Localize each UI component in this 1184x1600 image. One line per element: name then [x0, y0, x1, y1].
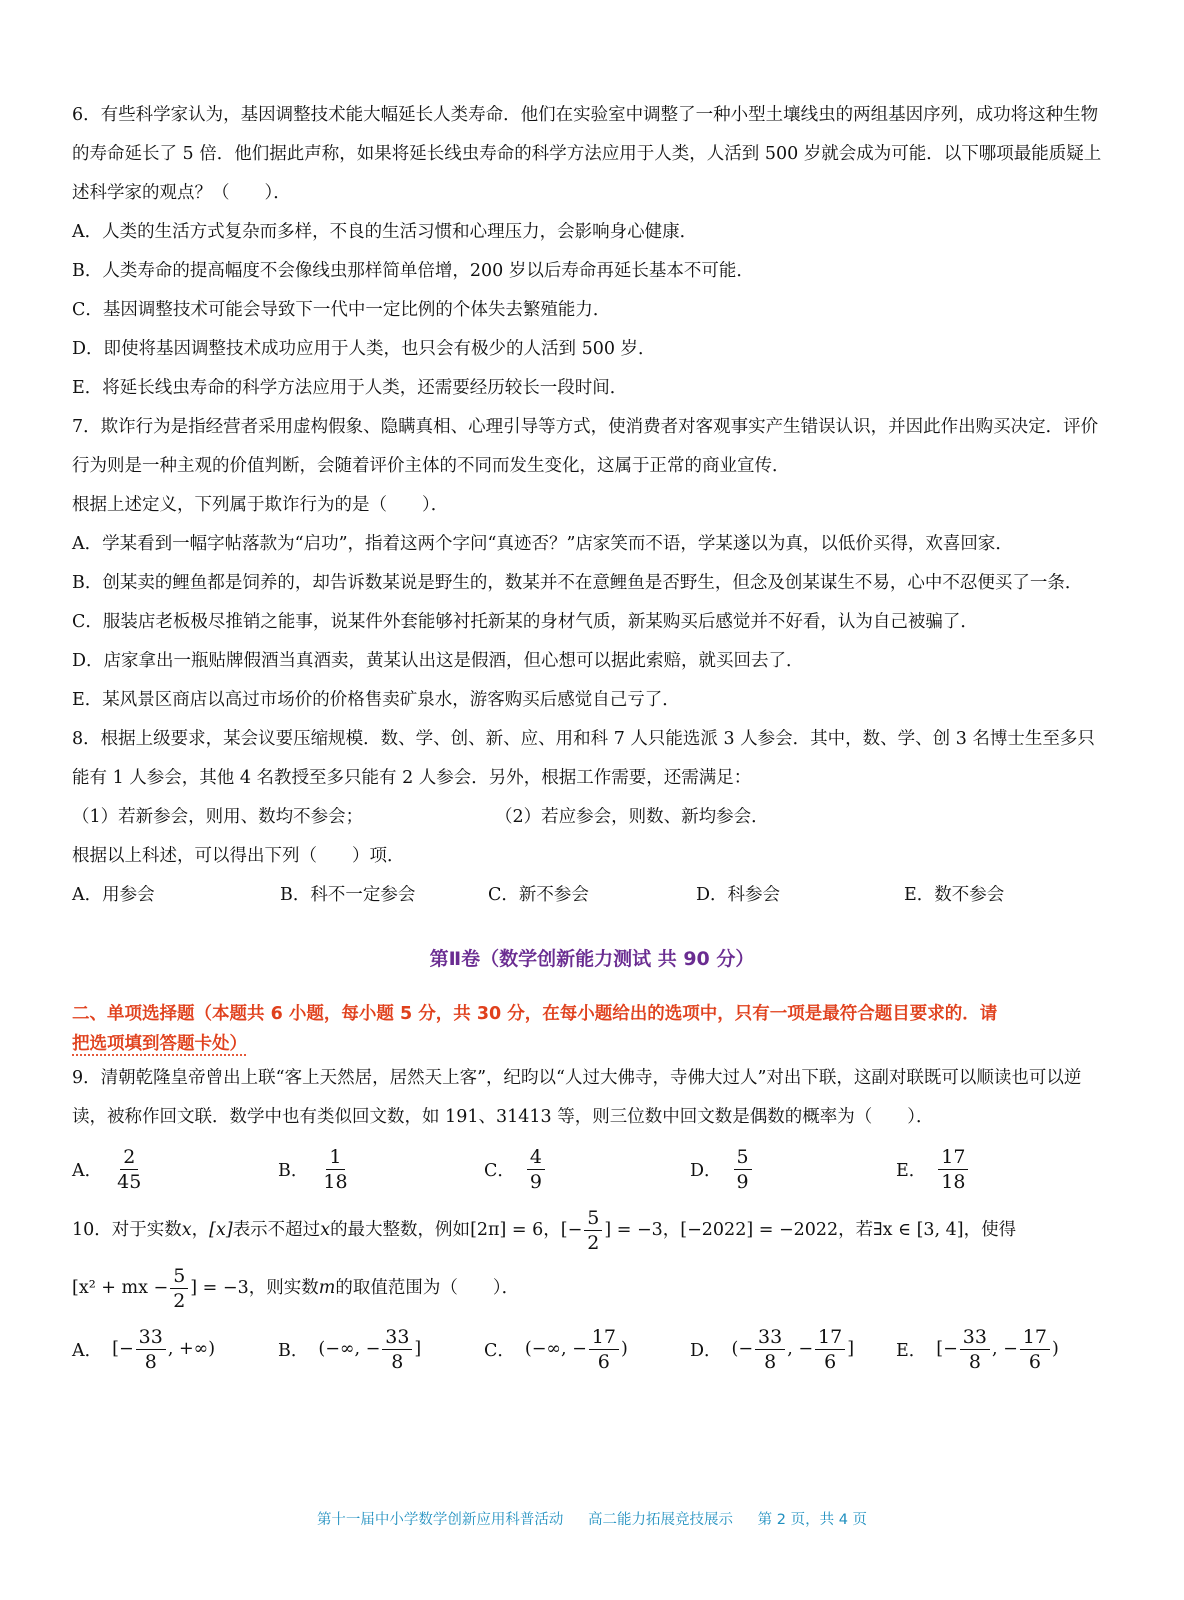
question-7-option-c: C．服装店老板极尽推销之能事，说某件外套能够衬托新某的身材气质，新某购买后感觉并不好看，认为自己被骗了． [72, 612, 978, 632]
interval-separator: , − [991, 1339, 1018, 1359]
question-6-option-e: E．将延长线虫寿命的科学方法应用于人类，还需要经历较长一段时间． [72, 378, 628, 398]
text: 表示不超过 [232, 1219, 321, 1240]
question-9-option-c [484, 1145, 690, 1194]
question-10 [72, 1201, 1112, 1381]
denominator: 8 [764, 1350, 777, 1373]
denominator: 8 [968, 1350, 981, 1373]
question-8-stem: 8．根据上级要求，某会议要压缩规模．数、学、创、新、应、用和科 7 人只能选派 3 人参会．其中，数、学、创 3 名博士生至多只能有 1 人参会，其他 4 名教授至多只能有 2 人参会．另外，根据工作需要，还需满足： [72, 729, 1095, 788]
numerator: 5 [170, 1264, 188, 1289]
question-6-option-d: D．即使将基因调整技术成功应用于人类，也只会有极少的人活到 500 岁． [72, 339, 656, 359]
interval-suffix: ) [1051, 1339, 1059, 1359]
option-label: C． [484, 1160, 515, 1181]
math-var-x: x [181, 1219, 192, 1240]
fraction [734, 1145, 752, 1194]
question-10-option-a [72, 1325, 278, 1374]
interval-prefix: (− [731, 1339, 754, 1359]
question-8 [72, 720, 1112, 915]
numerator: 5 [734, 1145, 752, 1170]
question-10-option-d [690, 1325, 896, 1374]
numerator: 33 [960, 1325, 990, 1350]
interval-suffix: , +∞) [167, 1339, 216, 1359]
denominator: 18 [941, 1170, 966, 1193]
interval-suffix: ] [414, 1339, 422, 1359]
fraction [1020, 1325, 1050, 1374]
option-label: E． [896, 1160, 927, 1181]
interval-suffix: ) [620, 1339, 628, 1359]
math-example-1: [2π] = 6 [470, 1219, 544, 1240]
math-example-2-prefix: [− [560, 1219, 583, 1240]
math-expression-suffix: ] = −3 [190, 1277, 249, 1298]
text: ， [191, 1219, 210, 1240]
numerator: 4 [527, 1145, 545, 1170]
question-7 [72, 408, 1112, 720]
denominator: 8 [144, 1350, 157, 1373]
fraction [960, 1325, 990, 1374]
question-6 [72, 96, 1112, 408]
denominator: 6 [824, 1350, 837, 1373]
section-2-heading-line-1: 二、单项选择题（本题共 6 小题，每小题 5 分，共 30 分，在每小题给出的选项中，只有一项是最符合题目要求的．请 [72, 1004, 998, 1024]
denominator: 2 [173, 1289, 186, 1312]
numerator: 33 [382, 1325, 412, 1350]
fraction [114, 1145, 144, 1194]
option-label: A． [72, 1160, 103, 1181]
question-8-question: 根据以上科述，可以得出下列（ ）项． [72, 846, 405, 866]
footer-grade: 高二能力拓展竞技展示 [588, 1512, 734, 1528]
question-9 [72, 1059, 1112, 1201]
numerator: 17 [938, 1145, 968, 1170]
section-2-heading-line-2: 把选项填到答题卡处） [72, 1034, 247, 1054]
option-label: A． [72, 1340, 103, 1361]
question-8-options [72, 876, 1112, 915]
question-9-stem: 9．清朝乾隆皇帝曾出上联“客上天然居，居然天上客”，纪昀以“人过大佛寺，寺佛大过人”对出下联，这副对联既可以顺读也可以逆读，被称作回文联．数学中也有类似回文数，如 191、31413 等，则三位数中回文数是偶数的概率为（ ）． [72, 1068, 1082, 1127]
denominator: 2 [587, 1231, 600, 1254]
question-7-option-b: B．创某卖的鲤鱼都是饲养的，却告诉数某说是野生的，数某并不在意鲤鱼是否野生，但念及创某谋生不易，心中不忍便买了一条． [72, 573, 1083, 593]
denominator: 18 [323, 1170, 348, 1193]
question-8-conditions [72, 798, 1112, 837]
question-6-stem: 6．有些科学家认为，基因调整技术能大幅延长人类寿命．他们在实验室中调整了一种小型土壤线虫的两组基因序列，成功将这种生物的寿命延长了 5 倍．他们据此声称，如果将延长线虫寿命的科学方法应用于人类，人活到 500 岁就会成为可能．以下哪项最能质疑上述科学家的观点？（ ）． [72, 105, 1102, 203]
fraction [938, 1145, 968, 1194]
numerator: 17 [589, 1325, 619, 1350]
fraction [584, 1206, 602, 1255]
question-7-stem: 7．欺诈行为是指经营者采用虚构假象、隐瞒真相、心理引导等方式，使消费者对客观事实产生错误认识，并因此作出购买决定．评价行为则是一种主观的价值判断，会随着评价主体的不同而发生变化，这属于正常的商业宣传． [72, 417, 1099, 476]
text: 的取值范围为（ ）． [335, 1277, 520, 1298]
text: 10．对于实数 [72, 1219, 182, 1240]
numerator: 5 [584, 1206, 602, 1231]
question-6-option-a: A．人类的生活方式复杂而多样，不良的生活习惯和心理压力，会影响身心健康． [72, 222, 698, 242]
question-6-option-b: B．人类寿命的提高幅度不会像线虫那样简单倍增，200 岁以后寿命再延长基本不可能． [72, 261, 754, 281]
page-footer [0, 1508, 1184, 1529]
interval-prefix: (−∞, − [318, 1339, 381, 1359]
fraction [136, 1325, 166, 1374]
fraction [382, 1325, 412, 1374]
interval-prefix: (−∞, − [524, 1339, 587, 1359]
math-example-3: [−2022] = −2022 [680, 1219, 839, 1240]
fraction [815, 1325, 845, 1374]
question-8-option-a: A．用参会 [72, 885, 155, 905]
exam-page [72, 96, 1112, 1381]
numerator: 33 [136, 1325, 166, 1350]
question-8-option-d: D．科参会 [696, 885, 781, 905]
math-expression-prefix: [x² + mx − [72, 1277, 169, 1298]
text: ，则实数 [248, 1277, 319, 1298]
footer-page-number: 第 2 页，共 4 页 [757, 1512, 868, 1528]
question-9-option-a [72, 1145, 278, 1194]
math-floor-x: [x] [209, 1219, 233, 1240]
question-10-option-b [278, 1325, 484, 1374]
numerator: 17 [1020, 1325, 1050, 1350]
question-8-condition-1: （1）若新参会，则用、数均不参会； [72, 807, 364, 827]
fraction [527, 1145, 545, 1194]
fraction [589, 1325, 619, 1374]
text: ，若∃x ∈ [3, 4]，使得 [838, 1219, 1017, 1240]
question-10-option-e [896, 1325, 1102, 1374]
numerator: 17 [815, 1325, 845, 1350]
denominator: 8 [391, 1350, 404, 1373]
question-7-option-e: E．某风景区商店以高过市场价的价格售卖矿泉水，游客购买后感觉自己亏了． [72, 690, 680, 710]
question-7-question: 根据上述定义，下列属于欺诈行为的是（ ）． [72, 495, 449, 515]
option-label: D． [690, 1340, 722, 1361]
question-8-option-b: B．科不一定参会 [280, 885, 416, 905]
interval-prefix: [− [936, 1339, 958, 1359]
question-10-stem-line-1 [72, 1201, 1112, 1259]
math-example-2-suffix: ] = −3 [604, 1219, 663, 1240]
numerator: 2 [120, 1145, 138, 1170]
option-label: C． [484, 1340, 515, 1361]
question-9-option-e [896, 1145, 1102, 1194]
footer-event: 第十一届中小学数学创新应用科普活动 [316, 1512, 564, 1528]
denominator: 45 [117, 1170, 142, 1193]
text: 的最大整数，例如 [330, 1219, 471, 1240]
option-label: D． [690, 1160, 722, 1181]
interval-separator: , − [787, 1339, 814, 1359]
fraction [320, 1145, 350, 1194]
denominator: 6 [1028, 1350, 1041, 1373]
question-7-option-d: D．店家拿出一瓶贴牌假酒当真酒卖，黄某认出这是假酒，但心想可以据此索赔，就买回去了． [72, 651, 804, 671]
interval-prefix: [− [112, 1339, 134, 1359]
option-label: E． [896, 1340, 927, 1361]
option-label: B． [278, 1340, 309, 1361]
section-2-title: 第Ⅱ卷（数学创新能力测试 共 90 分） [429, 948, 755, 970]
option-label: B． [278, 1160, 309, 1181]
question-6-option-c: C．基因调整技术可能会导致下一代中一定比例的个体失去繁殖能力． [72, 300, 611, 320]
numerator: 1 [326, 1145, 344, 1170]
question-8-option-c: C．新不参会 [488, 885, 589, 905]
fraction [755, 1325, 785, 1374]
section-2-heading [72, 999, 1112, 1059]
denominator: 9 [736, 1170, 749, 1193]
text: ， [543, 1219, 561, 1240]
text: ， [662, 1219, 681, 1240]
question-9-option-d [690, 1145, 896, 1194]
question-10-option-c [484, 1325, 690, 1374]
question-8-condition-2: （2）若应参会，则数、新均参会． [495, 807, 769, 827]
question-8-option-e: E．数不参会 [904, 885, 1005, 905]
interval-suffix: ] [847, 1339, 855, 1359]
math-var-m: m [318, 1277, 336, 1298]
question-9-options [72, 1137, 1112, 1201]
question-7-option-a: A．学某看到一幅字帖落款为“启功”，指着这两个字问“真迹否？”店家笑而不语，学某遂以为真，以低价买得，欢喜回家． [72, 534, 1013, 554]
question-9-option-b [278, 1145, 484, 1194]
question-10-options [72, 1317, 1112, 1381]
question-10-stem-line-2 [72, 1259, 1112, 1317]
numerator: 33 [755, 1325, 785, 1350]
fraction [170, 1264, 188, 1313]
denominator: 9 [529, 1170, 542, 1193]
denominator: 6 [597, 1350, 610, 1373]
math-var-x: x [320, 1219, 331, 1240]
